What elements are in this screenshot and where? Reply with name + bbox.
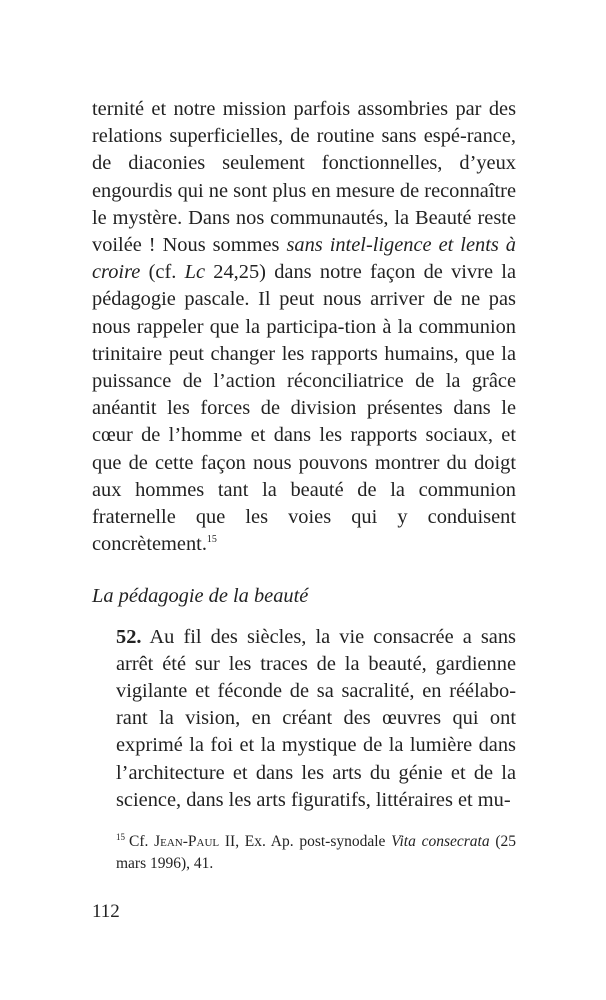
footnote-reference: 15 — [206, 534, 217, 546]
section-heading: La pédagogie de la beauté — [92, 585, 309, 608]
footnote-separator — [92, 814, 516, 831]
paragraph-51-continued — [92, 96, 516, 558]
footnote-text: (25 mars 1996), 41. — [116, 833, 517, 873]
footnote-title: Vita consecrata — [391, 833, 490, 851]
page-number: 112 — [92, 901, 120, 922]
bible-book-abbrev: Lc — [184, 261, 206, 284]
footnote-text: , Ex. Ap. post-synodale — [235, 833, 392, 851]
citation-italic: sans intel-ligence et lents à croire — [92, 234, 516, 284]
paragraph-text: Au fil des siècles, la vie consacrée a sans arrêt été sur les traces de la beauté, gardienne vigilante et féconde de sa sacralité, en réélabo-rant la vision, en créant des œuvres qui ont exprimé la foi et la mystique de la lumière dans l’architecture et dans les arts du génie et de la science, dans les arts figuratifs, littéraires et mu- — [116, 625, 516, 811]
paragraph-text: ternité et notre mission parfois assombries par des relations superficielles, de routine sans espé-rance, de diaconies seulement fonctionnelles, d’yeux engourdis qui ne sont plus en mesure de reconnaître le mystère. Dans nos communautés, la Beauté reste voilée ! Nous sommes — [92, 98, 516, 257]
paragraph-text: 24,25) dans notre façon de vivre la pédagogie pascale. Il peut nous arriver de ne pas nous rappeler que la participa-tion à la communion trinitaire peut changer les rapports humains, que la puissance de l’action réconciliatrice de la grâce anéantit les forces de division présentes dans le cœur de l’homme et dans les rapports sociaux, et que de cette façon nous pouvons montrer du doigt aux hommes tant la beauté de la communion fraternelle que les voies qui y conduisent concrètement. — [92, 261, 516, 556]
paragraph-number: 52. — [116, 625, 142, 648]
footnote-text: Cf. — [129, 833, 155, 851]
footnote-author: Jean-Paul II — [154, 833, 236, 851]
page-content — [92, 96, 516, 875]
footnote-number: 15 — [116, 832, 125, 843]
paragraph-text: (cf. — [140, 261, 185, 284]
footnote — [92, 831, 516, 875]
paragraph-52 — [92, 624, 516, 814]
